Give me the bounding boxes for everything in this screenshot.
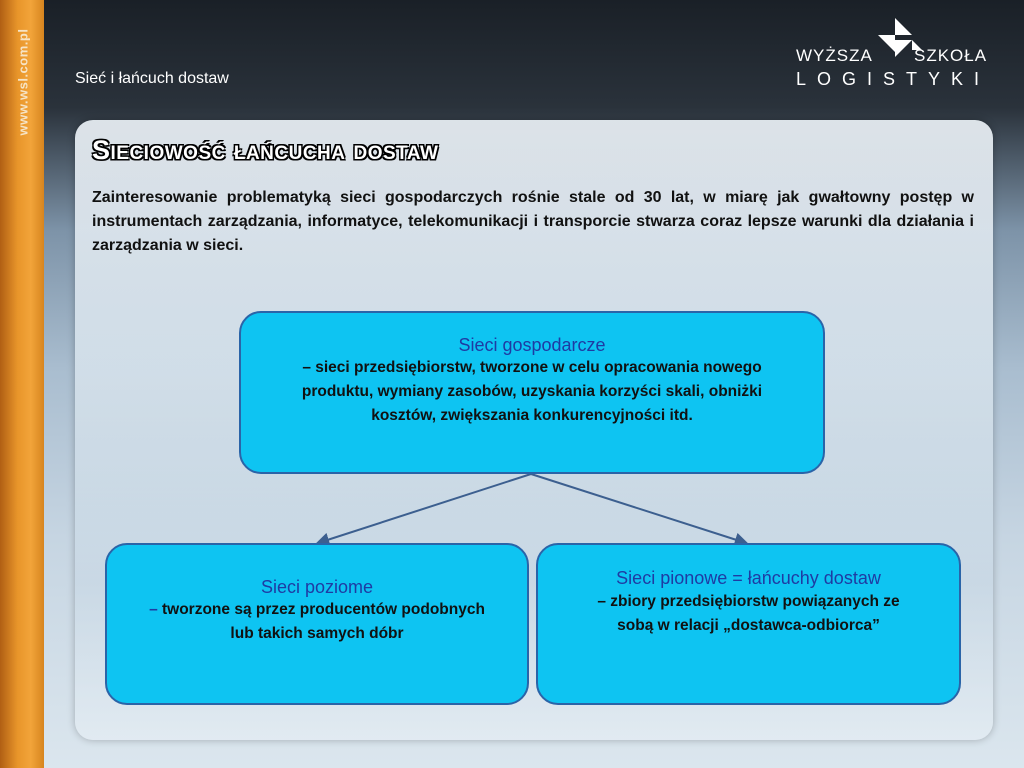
box-body-text: tworzone są przez producentów podobnych lub takich samych dóbr (162, 601, 485, 642)
box-heading: Sieci gospodarcze (458, 335, 606, 355)
box-heading: Sieci poziome (260, 577, 374, 597)
logo-text-logistyki: LOGISTYKI (796, 69, 991, 89)
slide-title: Sieciowość łańcucha dostaw (92, 135, 439, 165)
box-dash: – (149, 601, 158, 618)
box-body (147, 598, 487, 646)
arrow-to-right-box (531, 474, 746, 543)
box-economic-networks (239, 311, 825, 474)
box-vertical-networks (536, 543, 961, 705)
box-heading: Sieci pionowe = łańcuchy dostaw (616, 568, 881, 588)
intro-paragraph: Zainteresowanie problematyką sieci gospodarczych rośnie stale od 30 lat, w miarę jak gwałtowny postęp w instrumentach zarządzania, informatyce, telekomunikacji i transporcie stwarza coraz lepsze warunki dla działania i zarządzania w sieci. (92, 189, 974, 254)
box-horizontal-networks (105, 543, 529, 705)
logo-text-wyzsza: WYŻSZA (796, 46, 873, 65)
arrow-to-left-box (318, 474, 531, 543)
header-title: Sieć i łańcuch dostaw (75, 70, 229, 87)
box-body: – zbiory przedsiębiorstw powiązanych ze sobą w relacji „dostawca-odbiorca” (597, 593, 900, 634)
box-body: – sieci przedsiębiorstw, tworzone w celu opracowania nowego produktu, wymiany zasobów, uzyskania korzyści skali, obniżki kosztów, zwiększania konkurencyjności itd. (301, 359, 763, 424)
sidebar-url: www.wsl.com.pl (15, 28, 31, 136)
logo-text-szkola: SZKOŁA (914, 46, 988, 65)
